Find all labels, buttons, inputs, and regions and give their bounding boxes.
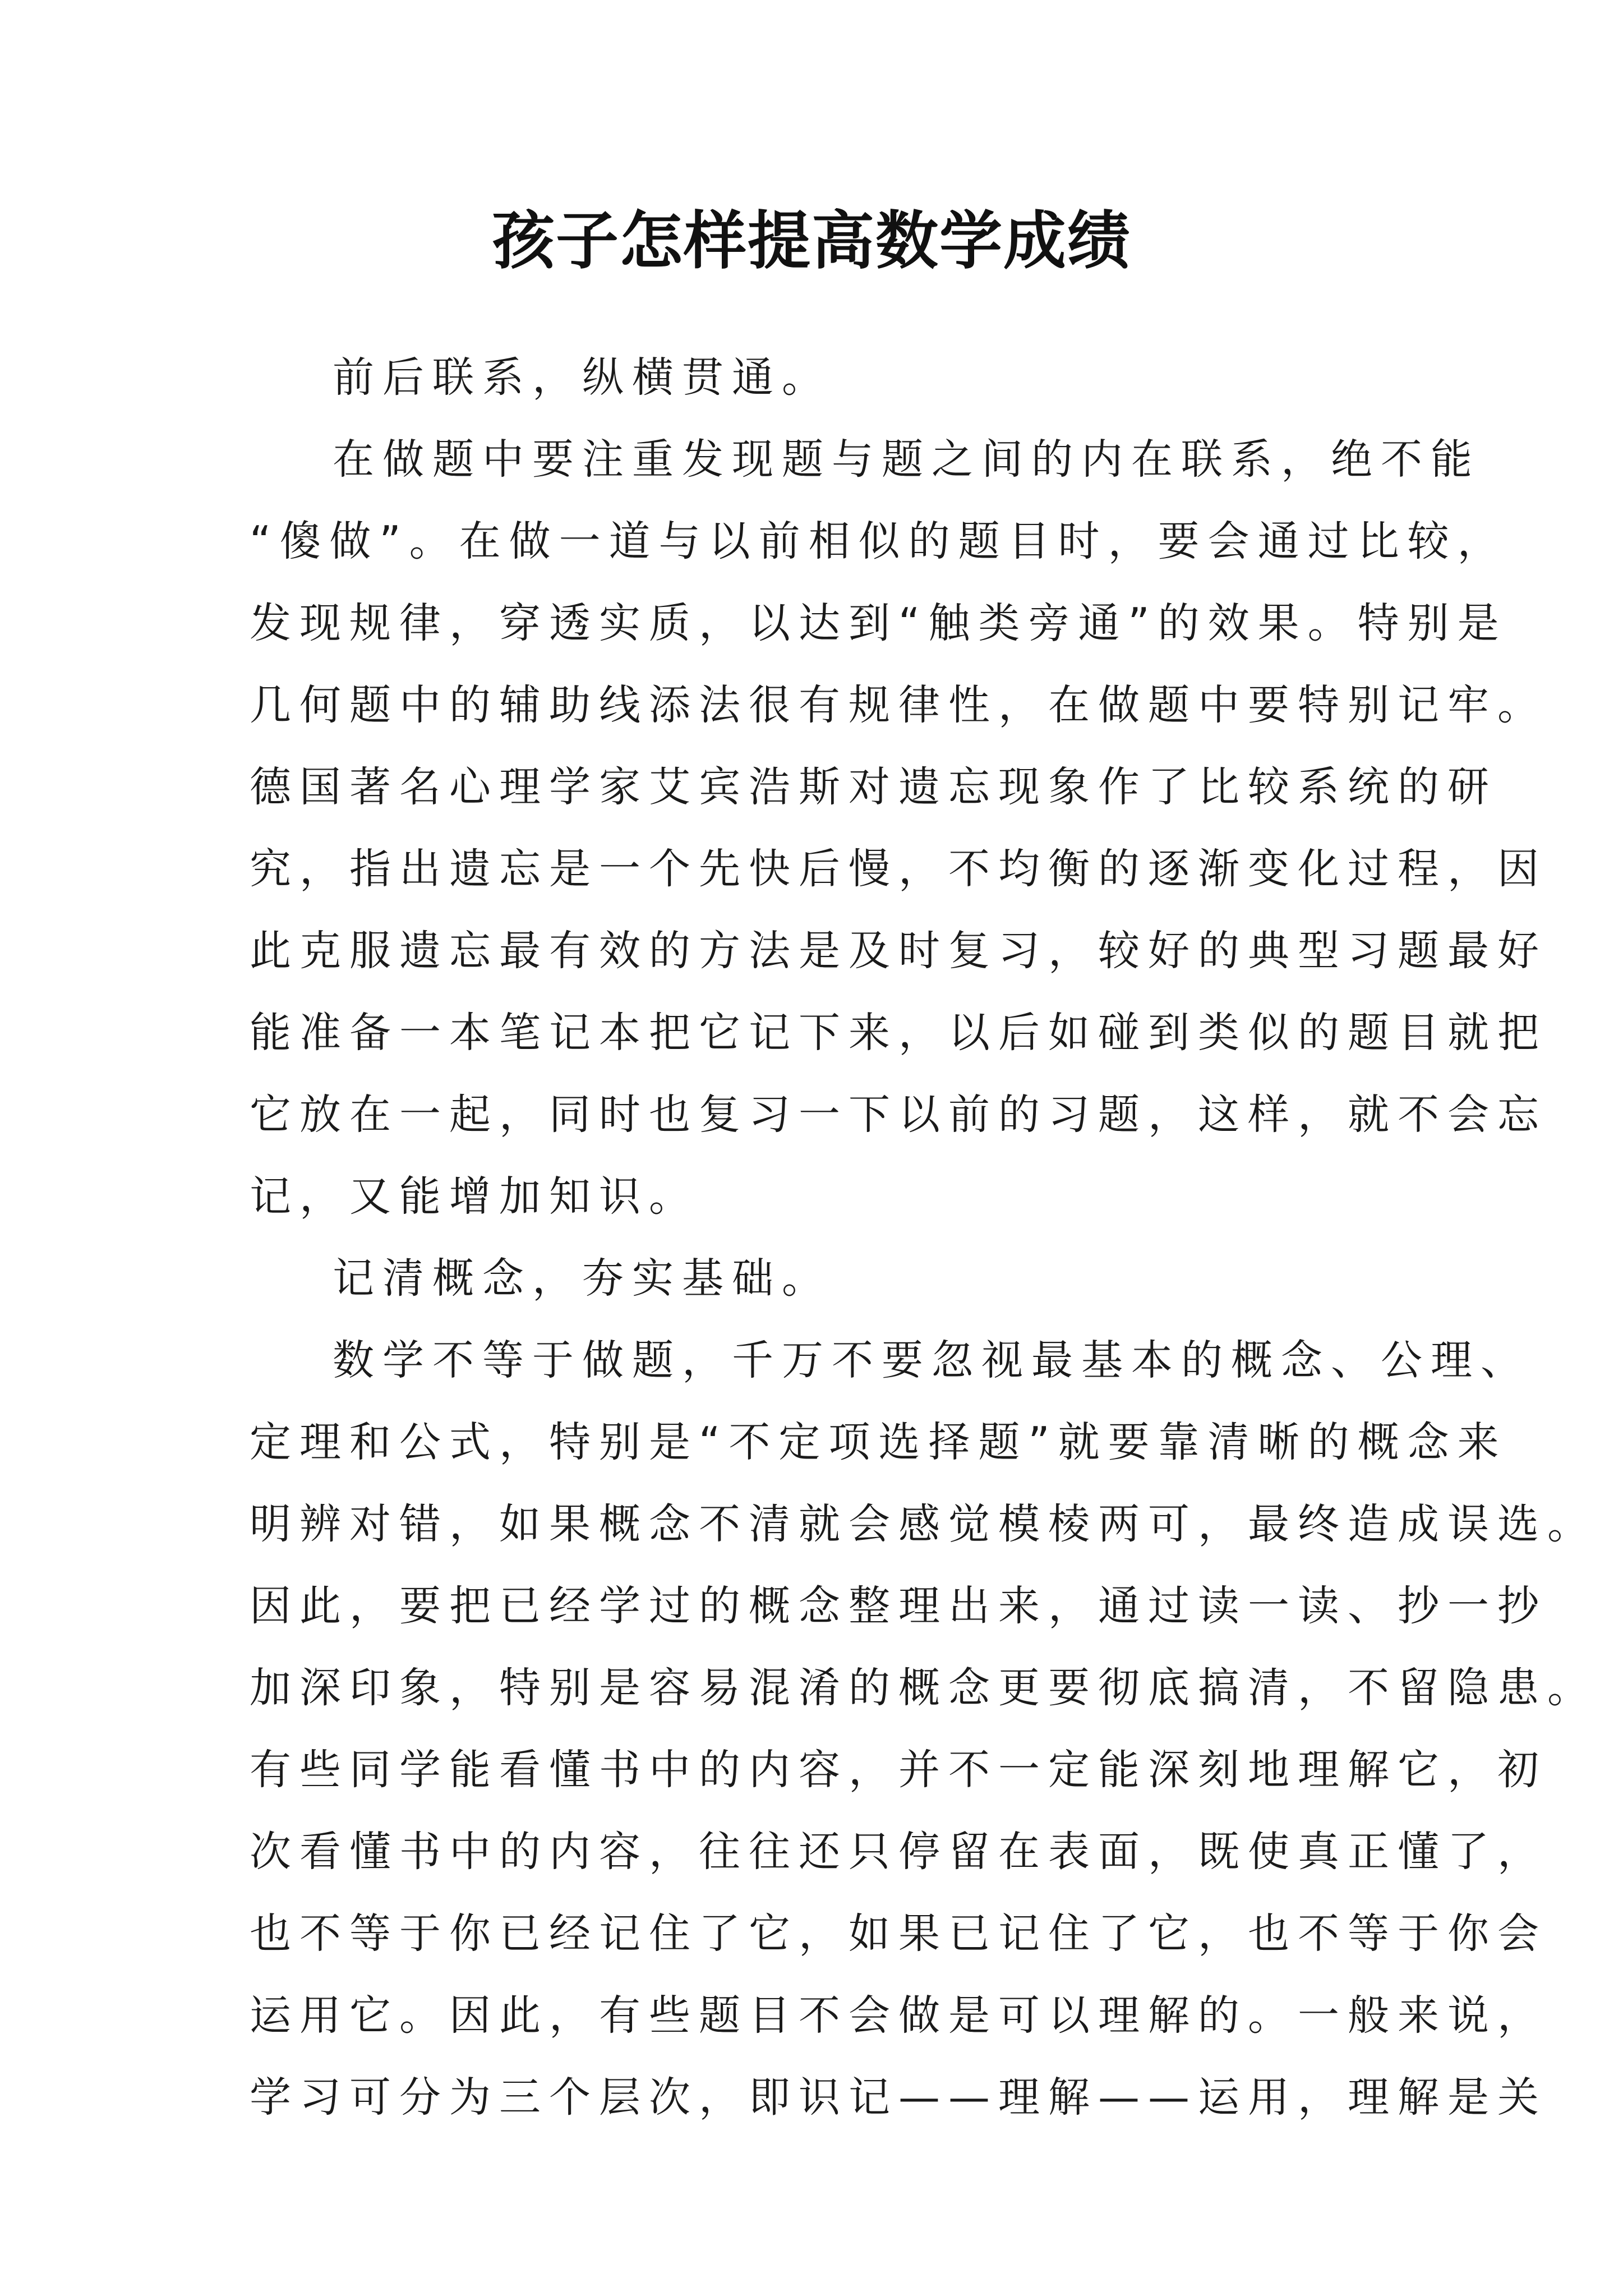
text-line: 学习可分为三个层次，即识记——理解——运用，理解是关 — [250, 2073, 1547, 2122]
text-line: 记清概念，夯实基础。 — [333, 1254, 832, 1303]
text-line: 它放在一起，同时也复习一下以前的习题，这样，就不会忘 — [250, 1091, 1547, 1139]
text-line: 加深印象，特别是容易混淆的概念更要彻底搞清，不留隐患。 — [250, 1664, 1597, 1712]
text-line: 数学不等于做题，千万不要忽视最基本的概念、公理、 — [333, 1336, 1530, 1384]
text-line: 前后联系，纵横贯通。 — [333, 353, 832, 402]
text-line: 在做题中要注重发现题与题之间的内在联系，绝不能 — [333, 435, 1481, 484]
text-line: 记，又能增加知识。 — [250, 1172, 699, 1221]
text-line: “傻做”。在做一道与以前相似的题目时，要会通过比较， — [250, 517, 1507, 565]
text-line: 有些同学能看懂书中的内容，并不一定能深刻地理解它，初 — [250, 1746, 1547, 1794]
text-line: 几何题中的辅助线添法很有规律性，在做题中要特别记牢。 — [250, 681, 1547, 729]
text-line: 德国著名心理学家艾宾浩斯对遗忘现象作了比较系统的研 — [250, 763, 1497, 811]
document-body — [250, 337, 1597, 2138]
text-line: 此克服遗忘最有效的方法是及时复习，较好的典型习题最好 — [250, 927, 1547, 975]
text-line: 也不等于你已经记住了它，如果已记住了它，也不等于你会 — [250, 1910, 1547, 1958]
text-line: 运用它。因此，有些题目不会做是可以理解的。一般来说， — [250, 1991, 1547, 2040]
document-title: 孩子怎样提高数学成绩 — [492, 204, 1131, 278]
text-line: 明辨对错，如果概念不清就会感觉模棱两可，最终造成误选。 — [250, 1500, 1597, 1548]
text-line: 次看懂书中的内容，往往还只停留在表面，既使真正懂了， — [250, 1828, 1547, 1876]
text-line: 究，指出遗忘是一个先快后慢，不均衡的逐渐变化过程，因 — [250, 845, 1547, 893]
text-line: 因此，要把已经学过的概念整理出来，通过读一读、抄一抄 — [250, 1582, 1547, 1630]
text-line: 定理和公式，特别是“不定项选择题”就要靠清晰的概念来 — [250, 1418, 1507, 1466]
text-line: 能准备一本笔记本把它记下来，以后如碰到类似的题目就把 — [250, 1009, 1547, 1057]
text-line: 发现规律，穿透实质，以达到“触类旁通”的效果。特别是 — [250, 599, 1507, 647]
